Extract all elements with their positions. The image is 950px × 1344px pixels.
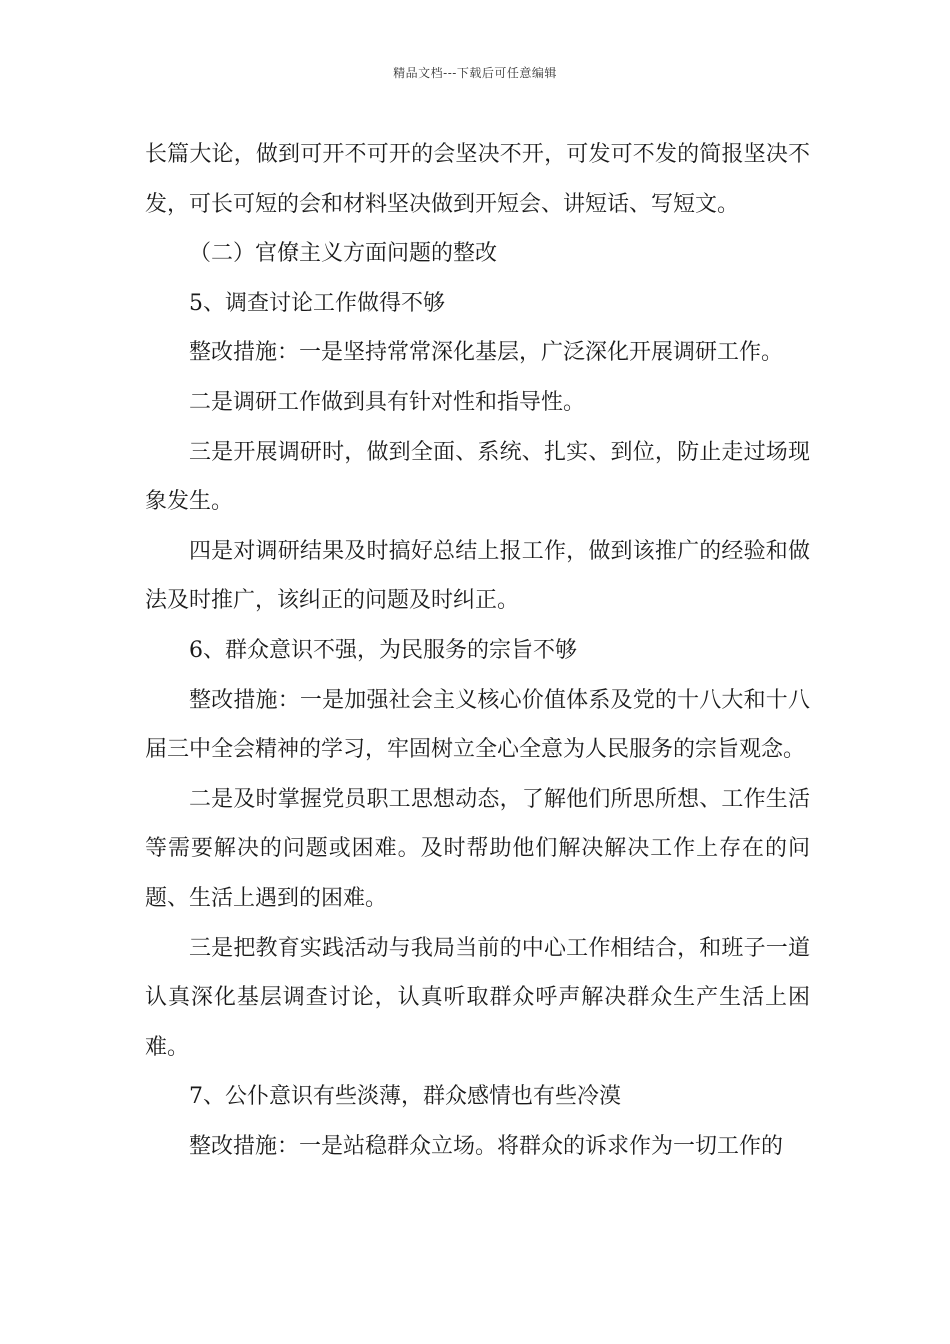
item-heading-6: 6、群众意识不强，为民服务的宗旨不够 (189, 637, 577, 663)
section-heading: （二）官僚主义方面问题的整改 (189, 241, 498, 267)
paragraph: 整改措施：一是站稳群众立场。将群众的诉求作为一切工作的 (189, 1133, 784, 1159)
paragraph: 整改措施：一是坚持常常深化基层，广泛深化开展调研工作。 (189, 340, 784, 366)
paragraph: 三是开展调研时，做到全面、系统、扎实、到位，防止走过场现象发生。 (145, 439, 810, 515)
paragraph-continuation: 长篇大论，做到可开不可开的会坚决不开，可发可不发的简报坚决不发，可长可短的会和材料坚决做到开短会、讲短话、写短文。 (145, 142, 810, 217)
paragraph: 三是把教育实践活动与我局当前的中心工作相结合，和班子一道认真深化基层调查讨论，认真听取群众呼声解决群众生产生活上困难。 (145, 935, 810, 1060)
paragraph: 二是调研工作做到具有针对性和指导性。 (189, 389, 586, 415)
item-heading-7: 7、公仆意识有些淡薄，群众感情也有些冷漠 (189, 1084, 621, 1110)
paragraph: 二是及时掌握党员职工思想动态，了解他们所思所想、工作生活等需要解决的问题或困难。及时帮助他们解决解决工作上存在的问题、生活上遇到的困难。 (145, 786, 810, 911)
paragraph: 整改措施：一是加强社会主义核心价值体系及党的十八大和十八届三中全会精神的学习，牢固树立全心全意为人民服务的宗旨观念。 (145, 687, 810, 763)
page-header: 精品文档---下载后可任意编辑 (393, 66, 557, 80)
document-body (145, 130, 810, 1171)
item-heading-5: 5、调查讨论工作做得不够 (189, 290, 445, 316)
paragraph: 四是对调研结果及时搞好总结上报工作，做到该推广的经验和做法及时推广，该纠正的问题及时纠正。 (145, 538, 810, 614)
